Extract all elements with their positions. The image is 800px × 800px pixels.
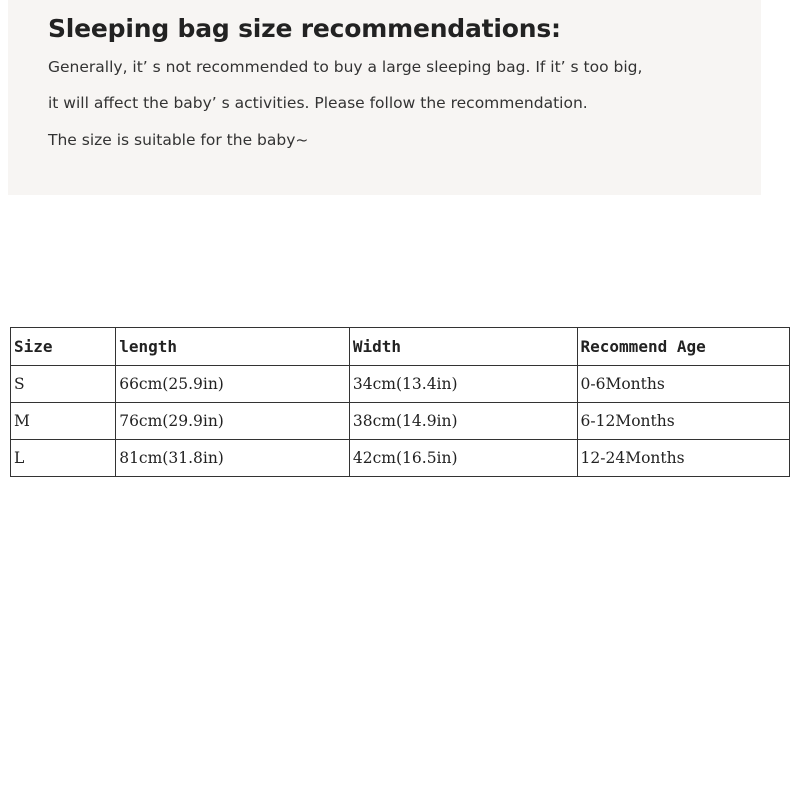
intro-line-2: it will affect the baby’ s activities. Please follow the recommendation. (48, 94, 588, 112)
age-cell: 6-12Months (577, 403, 789, 440)
column-header-size: Size (11, 328, 116, 366)
size-table (10, 327, 790, 477)
width-cell: 34cm(13.4in) (349, 366, 577, 403)
intro-line-3: The size is suitable for the baby~ (48, 131, 309, 149)
length-cell: 76cm(29.9in) (116, 403, 350, 440)
table-row (11, 403, 790, 440)
age-cell: 12-24Months (577, 440, 789, 477)
column-header-recommend-age: Recommend Age (577, 328, 789, 366)
length-cell: 81cm(31.8in) (116, 440, 350, 477)
size-cell: S (11, 366, 116, 403)
table-header-row (11, 328, 790, 366)
column-header-width: Width (349, 328, 577, 366)
intro-line-1: Generally, it’ s not recommended to buy a large sleeping bag. If it’ s too big, (48, 58, 643, 76)
page-title: Sleeping bag size recommendations: (48, 14, 561, 43)
age-cell: 0-6Months (577, 366, 789, 403)
width-cell: 38cm(14.9in) (349, 403, 577, 440)
width-cell: 42cm(16.5in) (349, 440, 577, 477)
table-row (11, 366, 790, 403)
column-header-length: length (116, 328, 350, 366)
size-cell: M (11, 403, 116, 440)
length-cell: 66cm(25.9in) (116, 366, 350, 403)
table-row (11, 440, 790, 477)
size-cell: L (11, 440, 116, 477)
